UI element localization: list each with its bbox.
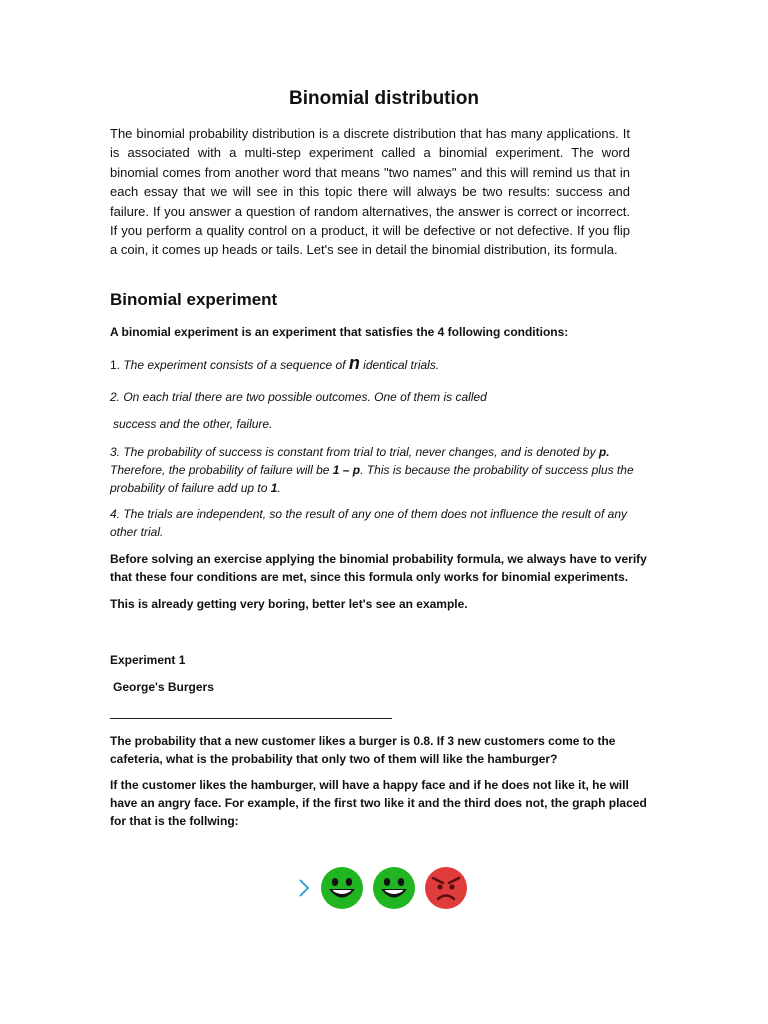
experiment-label: Experiment 1 [110,653,186,667]
section-heading: Binomial experiment [110,290,278,309]
page-title: Binomial distribution [289,88,479,109]
condition-2-continued: success and the other, failure. [113,417,273,431]
divider-line [110,718,392,719]
chevron-right-icon [296,876,312,900]
condition-2: 2. On each trial there are two possible outcomes. One of them is called [110,390,487,404]
faces-graph [296,866,468,910]
condition-1: 1. The experiment consists of a sequence of n identical trials. [110,353,440,373]
condition-3: 3. The probability of success is constant from trial to trial, never changes, and is denoted by p. Therefore, the probability of failure will be 1 – p. This is because the probability of success plus the probability of failure add up to 1. [110,445,634,495]
intro-paragraph: The binomial probability distribution is a discrete distribution that has many applications. It is associated with a multi-step experiment called a binomial experiment. The word binomial comes from another word that means "two names" and this will remind us that in each essay that we will see in this topic there will always be two results: success and failure. If you answer a question of random alternatives, the answer is correct or incorrect. If you perform a quality control on a product, it will be defective or not defective. If you flip a coin, it comes up heads or tails. Let's see in detail the binomial distribution, its formula. [110,126,630,258]
verify-paragraph: Before solving an exercise applying the binomial probability formula, we always have to verify that these four conditions are met, since this formula only works for binomial experiments. [110,552,647,584]
happy-face-icon [372,866,416,910]
faces-explanation: If the customer likes the hamburger, will have a happy face and if he does not like it, he will have an angry face. For example, if the first two like it and the third does not, the graph placed for that is the follwing: [110,778,647,828]
problem-statement: The probability that a new customer likes a burger is 0.8. If 3 new customers come to the cafeteria, what is the probability that only two of them will like the hamburger? [110,734,616,766]
conditions-intro: A binomial experiment is an experiment that satisfies the 4 following conditions: [110,325,569,339]
happy-face-icon [320,866,364,910]
angry-face-icon [424,866,468,910]
burgers-title: George's Burgers [113,680,214,694]
condition-4: 4. The trials are independent, so the result of any one of them does not influence the result of any other trial. [110,507,627,539]
boring-paragraph: This is already getting very boring, better let's see an example. [110,597,468,611]
